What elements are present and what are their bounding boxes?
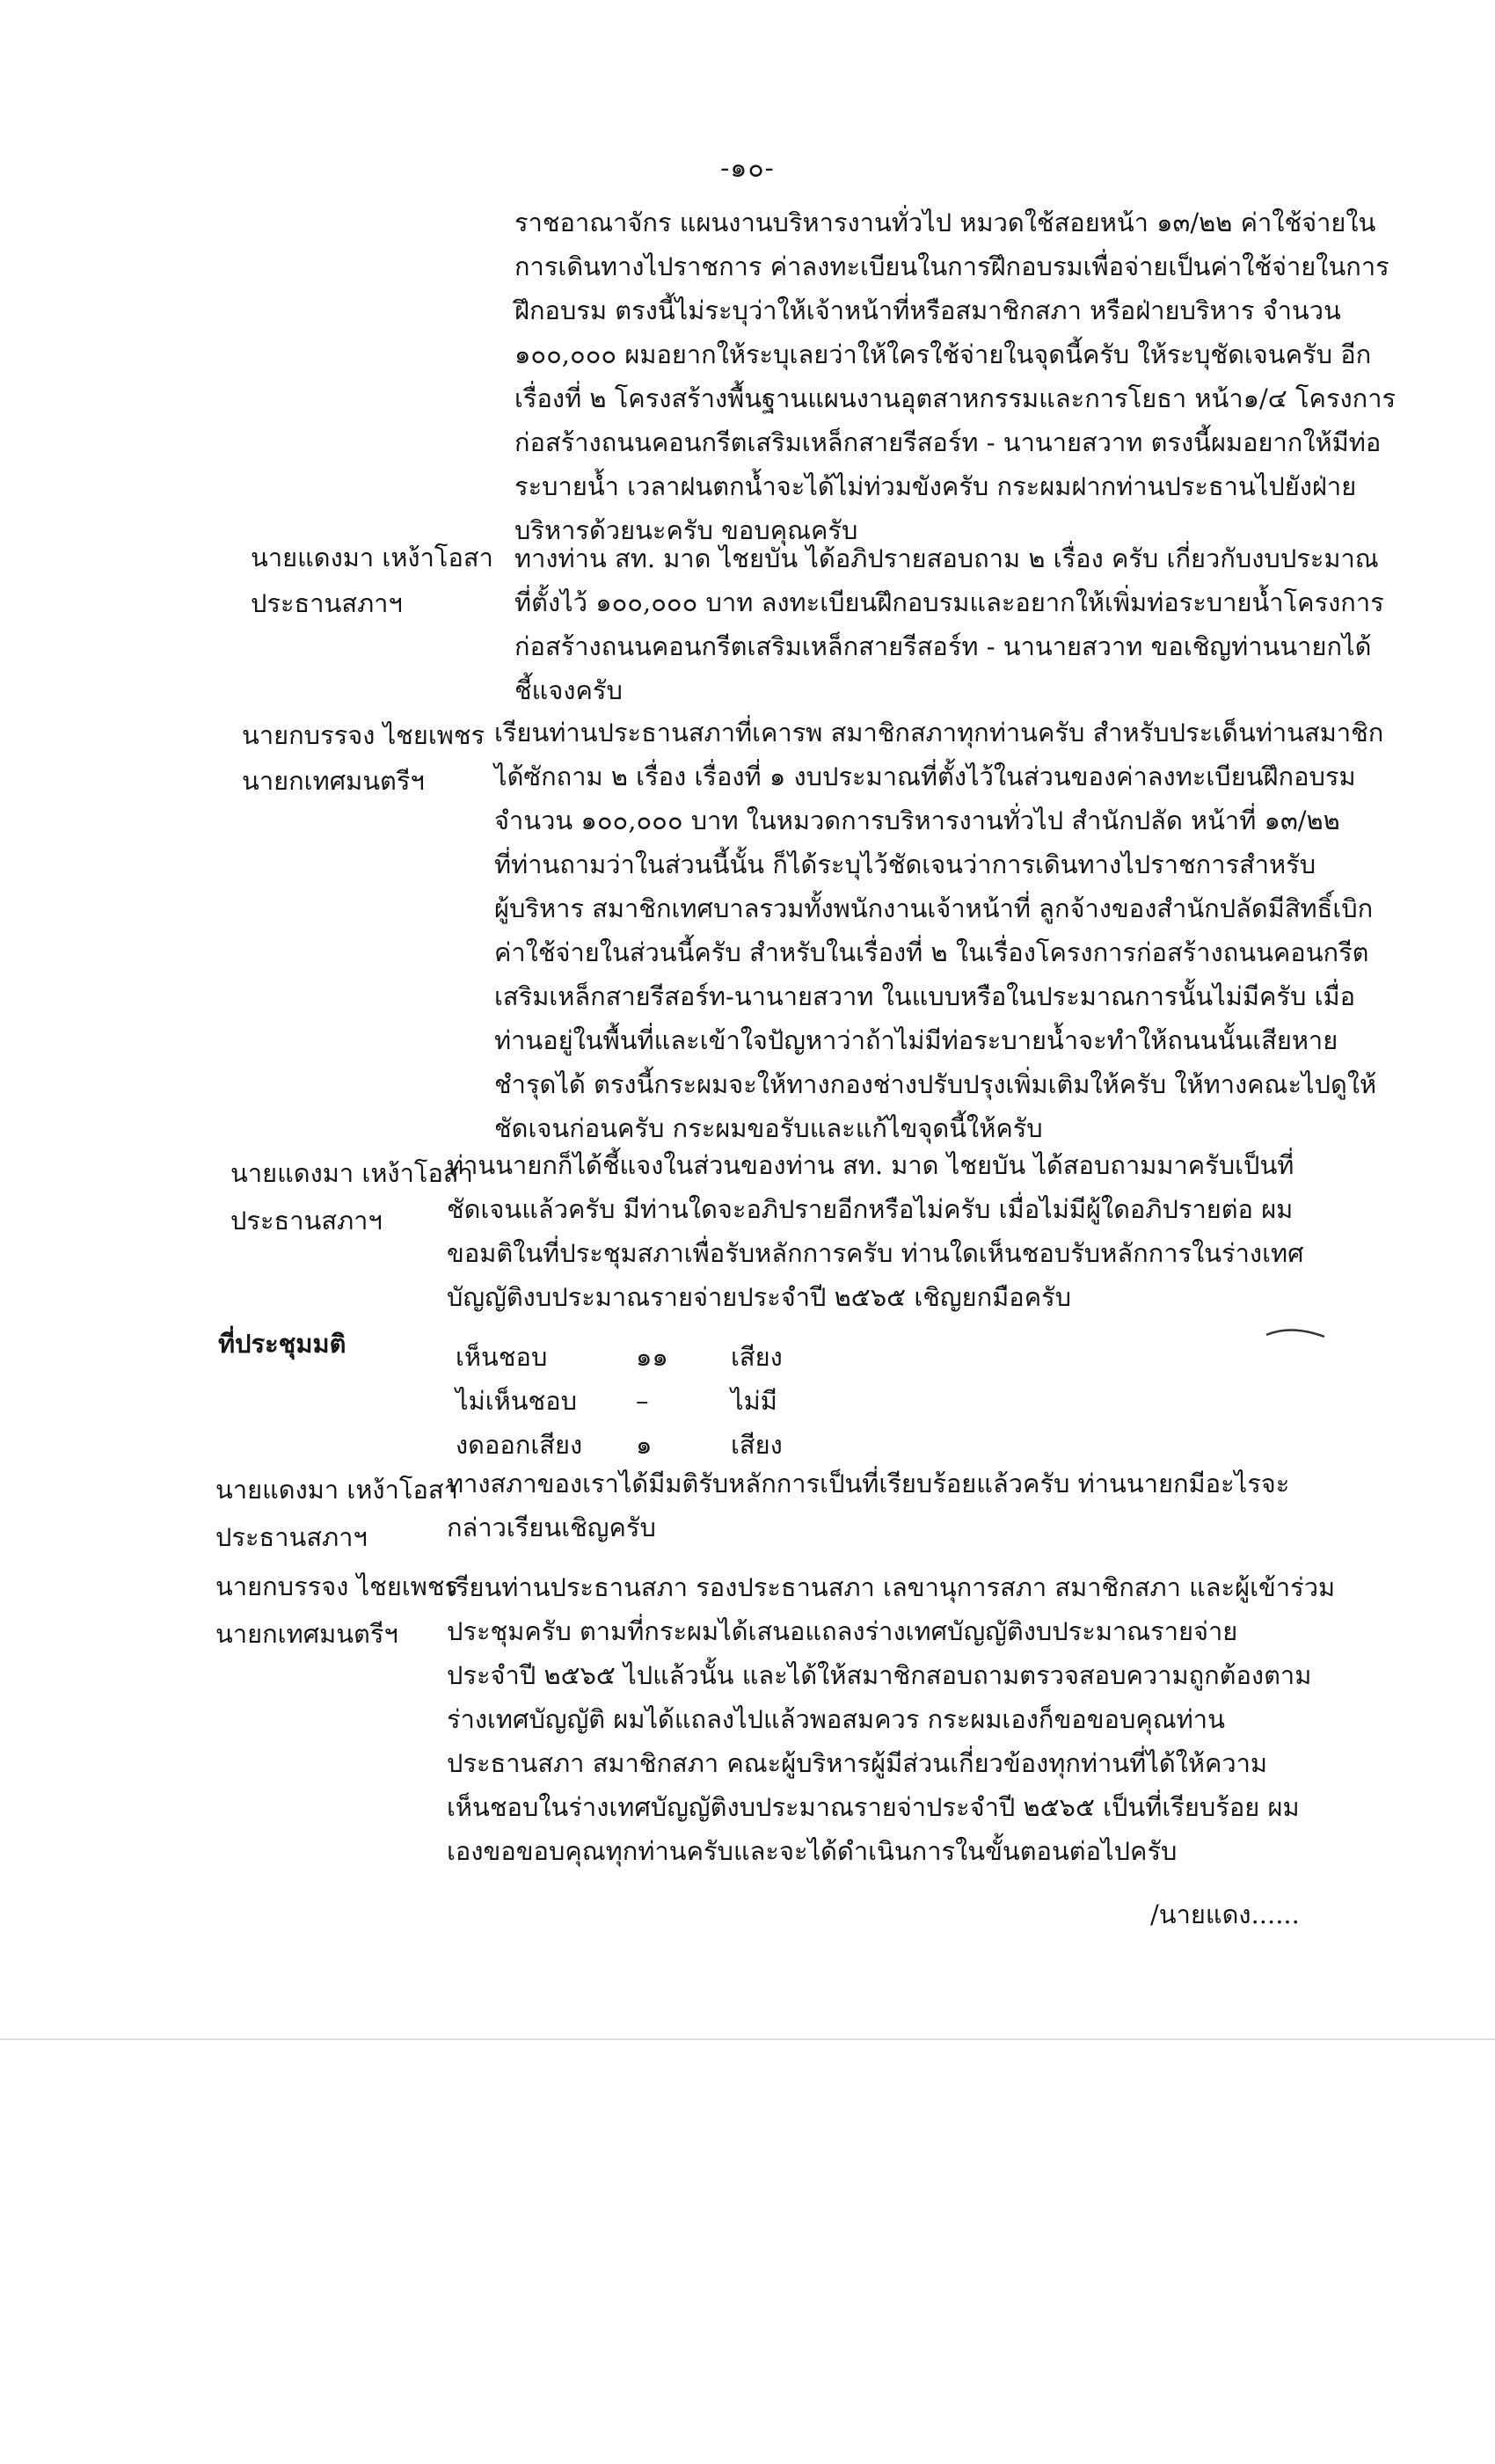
vote-unit: เสียง [731,1430,783,1460]
text-line: ร่างเทศบัญญัติ ผมได้แถลงไปแล้วพอสมควร กระผมเองก็ขอขอบคุณท่าน [447,1704,1225,1734]
resolution-label: ที่ประชุมมติ [218,1329,346,1359]
text-line: ระบายน้ำ เวลาฝนตกน้ำจะได้ไม่ท่วมขังครับ กระผมฝากท่านประธานไปยังฝ่าย [514,471,1357,501]
vote-table [456,1335,836,1467]
mayor-statement-1 [494,711,1383,1150]
text-line: ที่ท่านถามว่าในส่วนนี้นั้น ก็ได้ระบุไว้ชัดเจนว่าการเดินทางไปราชการสำหรับ [494,849,1316,879]
vote-unit: ไม่มี [731,1386,777,1416]
speaker-name: นายกบรรจง ไชยเพชร [215,1571,459,1601]
text-line: ท่านนายกก็ได้ชี้แจงในส่วนของท่าน สท. มาด ไชยบัน ได้สอบถามมาครับเป็นที่ [447,1150,1294,1180]
text-line: เรียนท่านประธานสภา รองประธานสภา เลขานุการสภา สมาชิกสภา และผู้เข้าร่วม [447,1572,1336,1602]
speaker-role: นายกเทศมนตรีฯ [215,1619,398,1649]
text-line: ชำรุดได้ ตรงนี้กระผมจะให้ทางกองช่างปรับปรุงเพิ่มเติมให้ครับ ให้ทางคณะไปดูให้ [494,1069,1377,1099]
chairman-statement-1 [514,536,1384,712]
speaker-role: ประธานสภาฯ [251,588,403,618]
speaker-role: ประธานสภาฯ [215,1522,368,1552]
text-line: จำนวน ๑๐๐,๐๐๐ บาท ในหมวดการบริหารงานทั่วไป สำนักปลัด หน้าที่ ๑๓/๒๒ [494,806,1340,835]
mayor-statement-2 [447,1565,1335,1873]
text-line: บริหารด้วยนะครับ ขอบคุณครับ [514,515,858,545]
chairman-statement-2 [447,1143,1304,1319]
text-line: เห็นชอบในร่างเทศบัญญัติงบประมาณรายจ่าประจำปี ๒๕๖๕ เป็นที่เรียบร้อย ผม [447,1792,1300,1822]
text-line: ก่อสร้างถนนคอนกรีตเสริมเหล็กสายรีสอร์ท - นานายสวาท ตรงนี้ผมอยากให้มีท่อ [514,427,1382,457]
text-line: ท่านอยู่ในพื้นที่และเข้าใจปัญหาว่าถ้าไม่มีท่อระบายน้ำจะทำให้ถนนนั้นเสียหาย [494,1025,1338,1055]
text-line: เรื่องที่ ๒ โครงสร้างพื้นฐานแผนงานอุตสาหกรรมและการโยธา หน้า๑/๔ โครงการ [514,383,1397,413]
text-line: ชัดเจนก่อนครับ กระผมขอรับและแก้ไขจุดนี้ให้ครับ [494,1113,1043,1143]
text-line: ก่อสร้างถนนคอนกรีตเสริมเหล็กสายรีสอร์ท - นานายสวาท ขอเชิญท่านนายกได้ [514,631,1372,661]
speaker-name: นายแดงมา เหง้าโอสา [215,1475,458,1505]
speaker-role: ประธานสภาฯ [230,1206,383,1236]
text-line: ทางท่าน สท. มาด ไชยบัน ได้อภิปรายสอบถาม ๒ เรื่อง ครับ เกี่ยวกับงบประมาณ [514,543,1379,573]
text-line: ชี้แจงครับ [514,675,623,705]
text-line: ๑๐๐,๐๐๐ ผมอยากให้ระบุเลยว่าให้ใครใช้จ่ายในจุดนี้ครับ ให้ระบุชัดเจนครับ อีก [514,339,1372,369]
speaker-name: นายแดงมา เหง้าโอสา [251,543,493,572]
vote-count: ๑๑ [636,1342,668,1372]
pen-underline-mark [1265,1321,1326,1342]
text-line: ขอมติในที่ประชุมสภาเพื่อรับหลักการครับ ท่านใดเห็นชอบรับหลักการในร่างเทศ [447,1238,1304,1268]
vote-label: ไม่เห็นชอบ [456,1386,578,1416]
vote-row-approve [456,1335,836,1379]
text-line: การเดินทางไปราชการ ค่าลงทะเบียนในการฝึกอบรมเพื่อจ่ายเป็นค่าใช้จ่ายในการ [514,252,1389,281]
vote-unit: เสียง [731,1342,783,1372]
text-line: เสริมเหล็กสายรีสอร์ท-นานายสวาท ในแบบหรือในประมาณการนั้นไม่มีครับ เมื่อ [494,981,1356,1011]
vote-count: – [636,1386,649,1416]
speaker-role: นายกเทศมนตรีฯ [242,766,425,796]
vote-count: ๑ [636,1430,653,1460]
text-line: ประธานสภา สมาชิกสภา คณะผู้บริหารผู้มีส่วนเกี่ยวข้องทุกท่านที่ได้ให้ความ [447,1748,1268,1778]
text-line: ค่าใช้จ่ายในส่วนนี้ครับ สำหรับในเรื่องที่ ๒ ในเรื่องโครงการก่อสร้างถนนคอนกรีต [494,937,1369,967]
text-line: ผู้บริหาร สมาชิกเทศบาลรวมทั้งพนักงานเจ้าหน้าที่ ลูกจ้างของสำนักปลัดมีสิทธิ์เบิก [494,893,1374,923]
text-line: ประชุมครับ ตามที่กระผมได้เสนอแถลงร่างเทศบัญญัติงบประมาณรายจ่าย [447,1616,1238,1646]
speaker-name: นายแดงมา เหง้าโอสา [230,1158,473,1188]
vote-row-reject [456,1379,836,1423]
text-line: ฝึกอบรม ตรงนี้ไม่ระบุว่าให้เจ้าหน้าที่หรือสมาชิกสภา หรือฝ่ายบริหาร จำนวน [514,295,1341,325]
page-number: -๑๐- [720,153,775,184]
text-line: ราชอาณาจักร แผนงานบริหารงานทั่วไป หมวดใช้สอยหน้า ๑๓/๒๒ ค่าใช้จ่ายใน [514,208,1376,237]
vote-row-abstain [456,1423,836,1467]
continuation-note: /นายแดง...... [1150,1899,1300,1929]
text-line: ได้ซักถาม ๒ เรื่อง เรื่องที่ ๑ งบประมาณที่ตั้งไว้ในส่วนของค่าลงทะเบียนฝึกอบรม [494,762,1356,791]
vote-label: งดออกเสียง [456,1430,583,1460]
chairman-statement-3 [447,1462,1289,1549]
text-line: ชัดเจนแล้วครับ มีท่านใดจะอภิปรายอีกหรือไม่ครับ เมื่อไม่มีผู้ใดอภิปรายต่อ ผม [447,1194,1294,1224]
text-line: เองขอขอบคุณทุกท่านครับและจะได้ดำเนินการในขั้นตอนต่อไปครับ [447,1836,1178,1866]
text-line: ที่ตั้งไว้ ๑๐๐,๐๐๐ บาท ลงทะเบียนฝึกอบรมและอยากให้เพิ่มท่อระบายน้ำโครงการ [514,587,1384,617]
text-line: กล่าวเรียนเชิญครับ [447,1513,656,1542]
vote-label: เห็นชอบ [456,1342,548,1372]
text-line: เรียนท่านประธานสภาที่เคารพ สมาชิกสภาทุกท่านครับ สำหรับประเด็นท่านสมาชิก [494,718,1384,747]
text-line: บัญญัติงบประมาณรายจ่ายประจำปี ๒๕๖๕ เชิญยกมือครับ [447,1282,1072,1312]
scan-bottom-margin [0,2038,1495,2464]
text-line: ทางสภาของเราได้มีมติรับหลักการเป็นที่เรียบร้อยแล้วครับ ท่านนายกมีอะไรจะ [447,1469,1290,1498]
continuation-paragraph [514,200,1396,552]
speaker-name: นายกบรรจง ไชยเพชร [242,720,485,750]
text-line: ประจำปี ๒๕๖๕ ไปแล้วนั้น และได้ให้สมาชิกสอบถามตรวจสอบความถูกต้องตาม [447,1660,1312,1690]
